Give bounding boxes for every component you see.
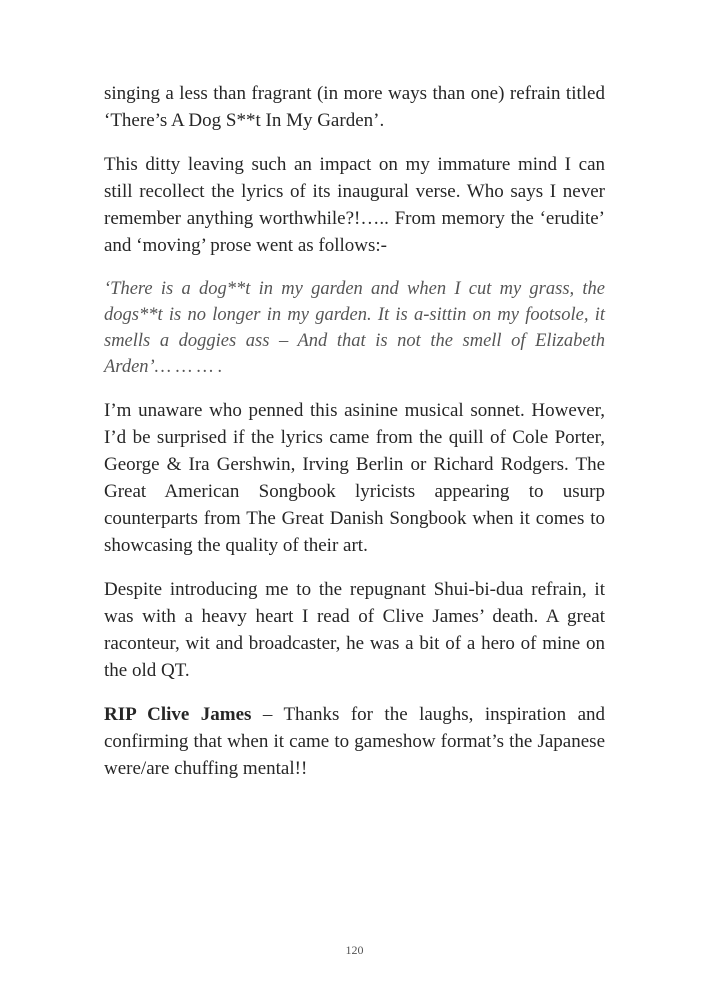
paragraph-5-text: – Thanks for the laughs, inspiration and confirming that when it came to gameshow format’s the Japanese were/are chuffing mental!! [104,704,605,779]
paragraph-2: This ditty leaving such an impact on my immature mind I can still recollect the lyrics of its inaugural verse. Who says I never remember anything worthwhile?!….. From memory the ‘erudite’ and ‘moving’ prose went as follows:- [104,154,605,256]
paragraph-1: singing a less than fragrant (in more ways than one) refrain titled ‘There’s A Dog S**t In My Garden’. [104,83,605,131]
paragraph-4: Despite introducing me to the repugnant Shui-bi-dua refrain, it was with a heavy heart I read of Clive James’ death. A great raconteur, wit and broadcaster, he was a bit of a hero of mine on the old QT. [104,579,605,681]
song-lyrics-quote: ‘There is a dog**t in my garden and when I cut my grass, the dogs**t is no longer in my garden. It is a-sittin on my footsole, it smells a doggies ass – And that is not the smell of Elizabeth Arden’… … … . [104,279,605,377]
body-text [104,80,605,799]
rip-heading: RIP Clive James [104,704,252,725]
page-number: 120 [345,943,364,957]
paragraph-3: I’m unaware who penned this asinine musical sonnet. However, I’d be surprised if the lyrics came from the quill of Cole Porter, George & Ira Gershwin, Irving Berlin or Richard Rodgers. The Great American Songbook lyricists appearing to usurp counterparts from The Great Danish Songbook when it comes to showcasing the quality of their art. [104,400,605,556]
paragraph-5 [104,701,605,782]
